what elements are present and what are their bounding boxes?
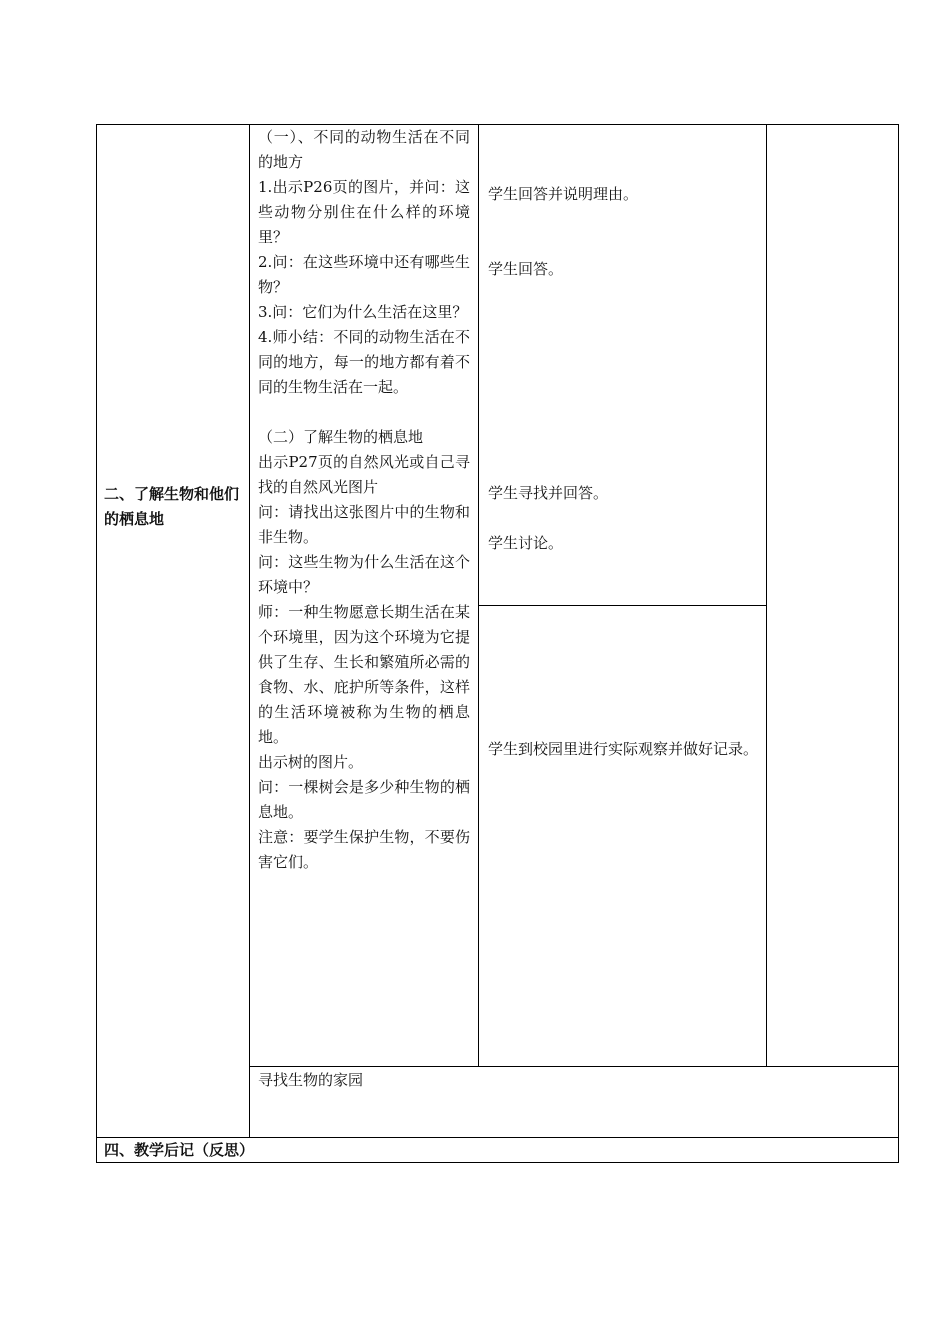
teacher-line: 出示P27页的自然风光或自己寻找的自然风光图片 — [258, 453, 470, 496]
teacher-line: 问：一棵树会是多少种生物的栖息地。 — [258, 778, 470, 821]
table-right-border — [898, 124, 899, 1163]
teacher-line: （二）了解生物的栖息地 — [258, 428, 424, 446]
teacher-line: 3.问：它们为什么生活在这里？ — [258, 303, 468, 321]
teacher-column-divider — [478, 124, 479, 1067]
teacher-line: 4.师小结：不同的动物生活在不同的地方，每一的地方都有着不同的生物生活在一起。 — [258, 328, 470, 396]
teacher-line: 出示树的图片。 — [258, 753, 364, 771]
student-column-divider — [766, 124, 767, 1067]
student-activity-3: 学生寻找并回答。 — [488, 484, 609, 502]
table-top-border — [96, 124, 899, 125]
reflection-label: 四、教学后记（反思） — [104, 1141, 255, 1159]
teacher-activity-text — [258, 125, 470, 875]
teacher-line: 师：一种生物愿意长期生活在某个环境里，因为这个环境为它提供了生存、生长和繁殖所必需的食物、水、庇护所等条件，这样的生活环境被称为生物的栖息地。 — [258, 603, 470, 746]
section-column-divider — [249, 124, 250, 1138]
teacher-line: 1.出示P26页的图片，并问：这些动物分别住在什么样的环境里？ — [258, 178, 470, 246]
student-activity-1: 学生回答并说明理由。 — [488, 185, 639, 203]
student-activity-5: 学生到校园里进行实际观察并做好记录。 — [488, 740, 759, 758]
teacher-line: （一）、不同的动物生活在不同的地方 — [258, 128, 470, 171]
teacher-line: 问：请找出这张图片中的生物和非生物。 — [258, 503, 470, 546]
teacher-line: 注意：要学生保护生物，不要伤害它们。 — [258, 828, 470, 871]
section-label: 二、了解生物和他们的栖息地 — [104, 485, 240, 528]
teacher-line: 2.问：在这些环境中还有哪些生物？ — [258, 253, 470, 296]
student-activity-2: 学生回答。 — [488, 260, 564, 278]
teacher-line: 问：这些生物为什么生活在这个环境中？ — [258, 553, 470, 596]
student-cell-divider — [478, 605, 766, 606]
table-left-border — [96, 124, 97, 1163]
board-design-text: 寻找生物的家园 — [258, 1071, 364, 1089]
board-row-top-border — [249, 1066, 899, 1067]
student-activity-4: 学生讨论。 — [488, 534, 564, 552]
